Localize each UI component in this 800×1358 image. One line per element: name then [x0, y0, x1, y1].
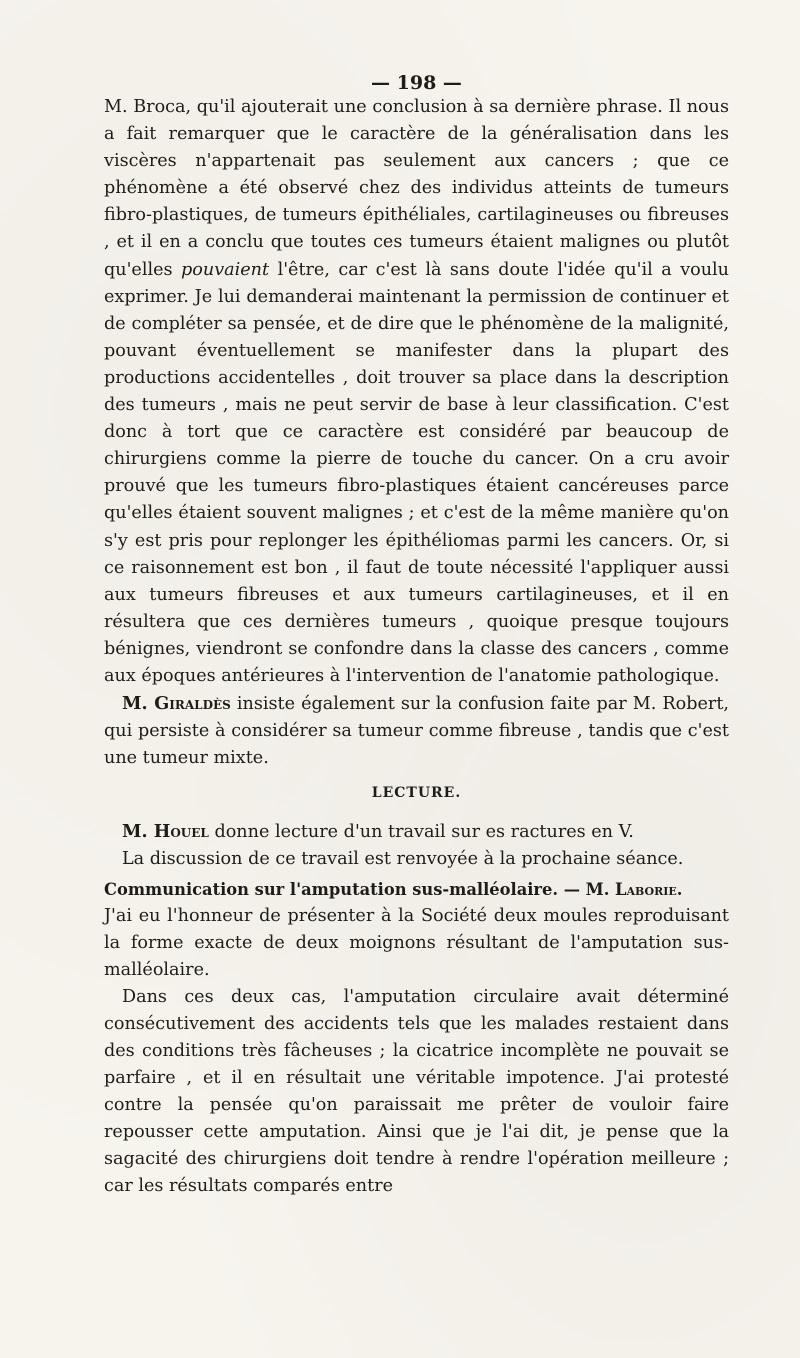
- page-text-block: [104, 64, 729, 1201]
- communication-dash: —: [563, 879, 580, 899]
- paragraph-laborie-2: Dans ces deux cas, l'amputation circulaire avait déterminé consécutivement des accidents tels que les malades restaient dans des conditions très fâcheuses ; la cicatrice incomplète ne pouvait se parfaire , et il en résultait une véritable impotence. J'ai protesté contre la pensée qu'on paraissait me prêter de vouloir faire repousser cette amputation. Ainsi que je l'ai dit, je pense que la sagacité des chirurgiens doit tendre à rendre l'opération meilleure ; car les résultats comparés entre: [104, 986, 729, 1197]
- speaker-houel: M. Houel: [122, 821, 209, 843]
- paragraph-broca: [104, 94, 729, 690]
- paragraph-laborie-1: J'ai eu l'honneur de présenter à la Société deux moules reproduisant la forme exacte de deux moignons résultant de l'amputation sus-malléolaire.: [104, 905, 729, 980]
- section-heading-lecture: LECTURE.: [371, 785, 462, 802]
- lecture-text: donne lecture d'un travail sur es ractures en V.: [214, 822, 634, 843]
- paragraph-1-italic: pouvaient: [181, 259, 270, 280]
- paragraph-1-text: M. Broca, qu'il ajouterait une conclusion à sa dernière phrase. Il nous a fait remarquer que le caractère de la généralisation dans les viscères n'appartenait pas seulement aux cancers ; que ce phénomène a été observé chez des individus atteints de tumeurs fibro-plastiques, de tumeurs épithéliales, cartilagineuses ou fibreuses , et il en a conclu que toutes ces tumeurs étaient malignes ou plutôt qu'elles: [104, 97, 729, 280]
- communication-title: Communication sur l'amputation sus-malléolaire.: [104, 879, 559, 899]
- paragraph-discussion: La discussion de ce travail est renvoyée à la prochaine séance.: [122, 849, 684, 870]
- paragraph-houel: [104, 818, 729, 846]
- communication-speaker: M. Laborie.: [585, 879, 683, 899]
- paragraph-giraldes: [104, 690, 729, 772]
- paragraph-1-rest: l'être, car c'est là sans doute l'idée qu'il a voulu exprimer. Je lui demanderai maintenant la permission de continuer et de compléter sa pensée, et de dire que le phénomène de la malignité, pouvant éventuellement se manifester dans la plupart des productions accidentelles , doit trouver sa place dans la description des tumeurs , mais ne peut servir de base à leur classification. C'est donc à tort que ce caractère est considéré par beaucoup de chirurgiens comme la pierre de touche du cancer. On a cru avoir prouvé que les tumeurs fibro-plastiques étaient cancéreuses parce qu'elles étaient souvent malignes ; et c'est de la même manière qu'on s'y est pris pour replonger les épithéliomas parmi les cancers. Or, si ce raisonnement est bon , il faut de toute nécessité l'appliquer aussi aux tumeurs fibreuses et aux tumeurs cartilagineuses, et il en résultera que ces dernières tumeurs , quoique presque toujours bénignes, viendront se confondre dans la classe des cancers , comme aux époques antérieures à l'intervention de l'anatomie pathologique.: [104, 259, 730, 686]
- paragraph-2-text: insiste également sur la confusion faite par M. Robert, qui persiste à considérer sa tumeur comme fibreuse , tandis que c'est une tumeur mixte.: [104, 694, 729, 769]
- page-number: — 198 —: [371, 72, 462, 94]
- speaker-giraldes: M. Giraldès: [122, 693, 231, 715]
- communication-title-line: [104, 876, 729, 903]
